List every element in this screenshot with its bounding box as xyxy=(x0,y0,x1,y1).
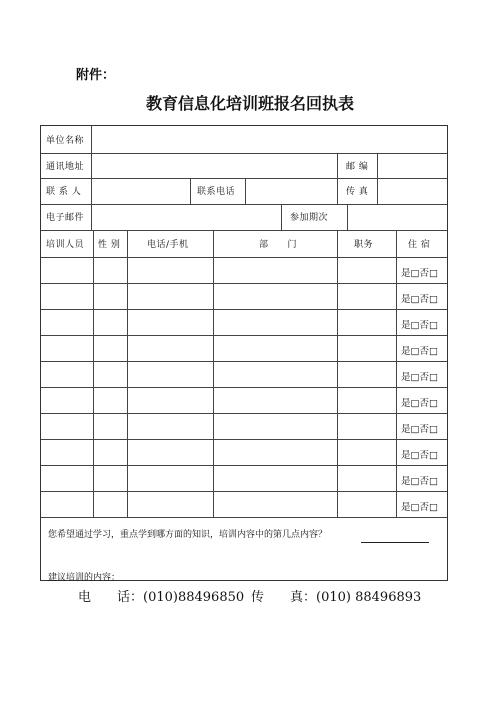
col-divider xyxy=(396,230,397,517)
form-title: 教育信息化培训班报名回执表 xyxy=(145,94,354,113)
col-divider xyxy=(190,178,191,204)
row-divider xyxy=(41,465,447,466)
col-divider xyxy=(213,230,214,517)
footer-phone xyxy=(78,586,244,605)
footer-fax-value: (010) 88496893 xyxy=(316,590,422,605)
col-header-position: 职务 xyxy=(354,240,374,250)
contact-label: 联 系 人 xyxy=(46,187,82,197)
col-header-gender: 性 别 xyxy=(98,240,121,250)
row-divider xyxy=(41,413,447,414)
col-divider xyxy=(91,153,92,231)
registration-form-table xyxy=(40,125,448,581)
col-header-phone: 电话/手机 xyxy=(147,240,189,250)
row-divider xyxy=(41,283,447,284)
unit-name-label: 单位名称 xyxy=(46,136,85,146)
col-divider xyxy=(245,178,246,204)
row-divider xyxy=(41,439,447,440)
address-label: 通讯地址 xyxy=(46,162,85,172)
row-divider xyxy=(41,491,447,492)
lodging-option[interactable]: 是□否□ xyxy=(401,476,438,487)
row-divider xyxy=(41,153,447,154)
lodging-option[interactable]: 是□否□ xyxy=(401,424,438,435)
col-divider xyxy=(347,204,348,231)
row-divider xyxy=(41,230,447,231)
lodging-option[interactable]: 是□否□ xyxy=(401,346,438,357)
lodging-option[interactable]: 是□否□ xyxy=(401,268,438,279)
col-divider xyxy=(93,230,94,517)
row-divider xyxy=(41,361,447,362)
row-divider xyxy=(41,178,447,179)
row-divider xyxy=(41,335,447,336)
row-divider xyxy=(41,309,447,310)
fax-field-label: 传 真 xyxy=(346,187,369,197)
row-divider xyxy=(41,517,447,518)
footer-phone-value: (010)88496850 xyxy=(143,590,245,605)
col-header-department: 部 门 xyxy=(259,240,298,250)
row-divider xyxy=(41,257,447,258)
row-divider xyxy=(41,204,447,205)
col-divider xyxy=(91,126,92,153)
col-header-lodging: 住 宿 xyxy=(408,240,431,250)
lodging-option[interactable]: 是□否□ xyxy=(401,502,438,513)
answer-blank-line[interactable] xyxy=(361,542,429,543)
session-label: 参加期次 xyxy=(290,213,329,223)
col-divider xyxy=(281,204,282,231)
attachment-label: 附件： xyxy=(76,68,116,83)
suggestion-label: 建议培训的内容： xyxy=(48,573,121,583)
footer-phone-label: 电 话： xyxy=(78,590,144,605)
lodging-option[interactable]: 是□否□ xyxy=(401,320,438,331)
lodging-option[interactable]: 是□否□ xyxy=(401,450,438,461)
col-divider xyxy=(127,230,128,517)
footer-fax-label: 传 真： xyxy=(251,590,317,605)
contact-phone-label: 联系电话 xyxy=(197,187,236,197)
col-header-trainee: 培训人员 xyxy=(46,240,85,250)
col-divider xyxy=(377,153,378,205)
lodging-option[interactable]: 是□否□ xyxy=(401,398,438,409)
col-divider xyxy=(337,153,338,205)
row-divider xyxy=(41,387,447,388)
learning-question: 您希望通过学习，重点学到哪方面的知识，培训内容中的第几点内容？ xyxy=(48,530,328,540)
col-divider xyxy=(337,230,338,517)
footer-fax xyxy=(251,586,421,605)
postcode-label: 邮 编 xyxy=(346,162,369,172)
email-label: 电子邮件 xyxy=(46,213,85,223)
lodging-option[interactable]: 是□否□ xyxy=(401,294,438,305)
lodging-option[interactable]: 是□否□ xyxy=(401,372,438,383)
